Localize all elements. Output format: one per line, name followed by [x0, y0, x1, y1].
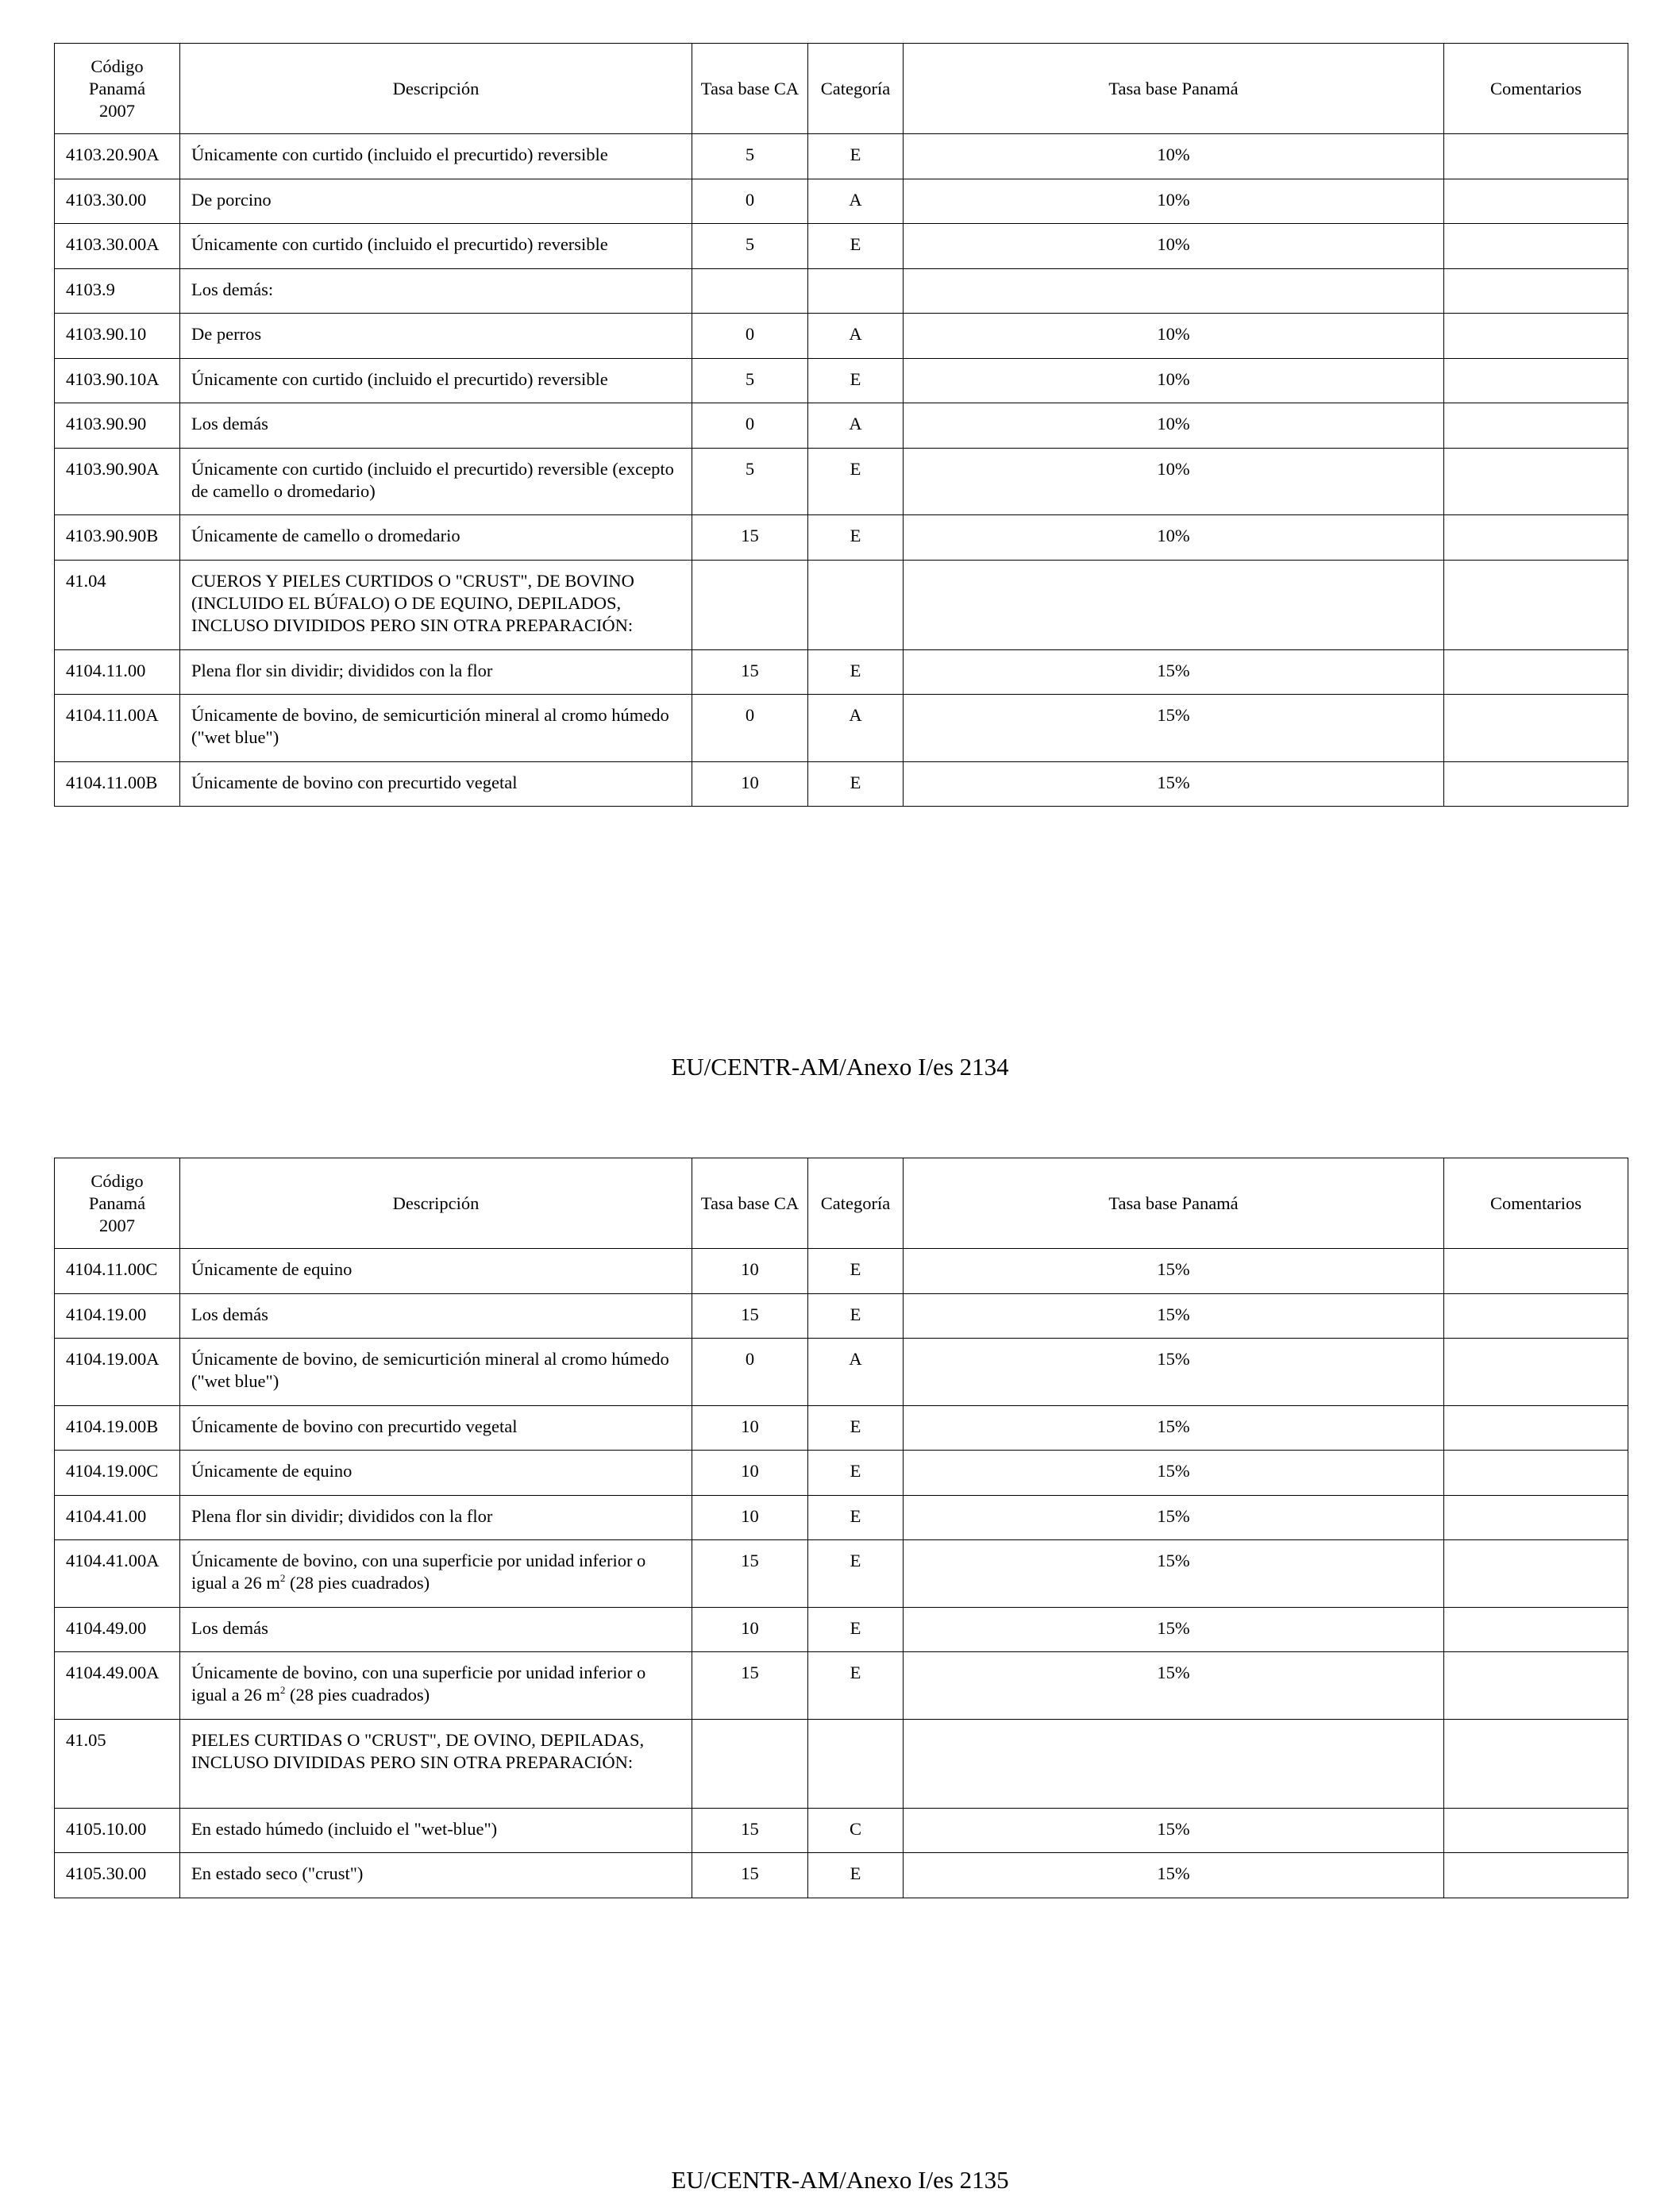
header-tasa-panama: Tasa base Panamá	[904, 1158, 1444, 1249]
table-row-heading: 41.05 PIELES CURTIDAS O "CRUST", DE OVINO, DEPILADAS, INCLUSO DIVIDIDAS PERO SIN OTRA PREPARACIÓN:	[55, 1719, 1628, 1808]
header-comentarios: Comentarios	[1444, 1158, 1628, 1249]
tariff-table-page-2135	[54, 1158, 1628, 1898]
header-descripcion: Descripción	[180, 44, 692, 134]
header-categoria: Categoría	[808, 1158, 904, 1249]
header-tasa-ca: Tasa base CA	[692, 44, 808, 134]
table-row: 4103.90.10A Únicamente con curtido (incluido el precurtido) reversible 5 E 10%	[55, 358, 1628, 403]
header-codigo: Código Panamá 2007	[55, 44, 180, 134]
table-row: 4105.30.00 En estado seco ("crust") 15 E 15%	[55, 1853, 1628, 1898]
tariff-table-page-2134	[54, 43, 1628, 807]
table-row: 4103.90.90 Los demás 0 A 10%	[55, 403, 1628, 449]
table-header-row	[55, 1158, 1628, 1249]
table-row: 4103.90.90B Únicamente de camello o dromedario 15 E 10%	[55, 515, 1628, 561]
page-footer-2134: EU/CENTR-AM/Anexo I/es 2134	[671, 1053, 1009, 1081]
table-row: 4104.19.00C Únicamente de equino 10 E 15%	[55, 1451, 1628, 1496]
table-row: 4105.10.00 En estado húmedo (incluido el "wet-blue") 15 C 15%	[55, 1808, 1628, 1853]
header-tasa-ca: Tasa base CA	[692, 1158, 808, 1249]
table-row-heading: 41.04 CUEROS Y PIELES CURTIDOS O "CRUST", DE BOVINO (INCLUIDO EL BÚFALO) O DE EQUINO, DEPILADOS, INCLUSO DIVIDIDOS PERO SIN OTRA PREPARACIÓN:	[55, 560, 1628, 649]
table-row: 4103.30.00A Únicamente con curtido (incluido el precurtido) reversible 5 E 10%	[55, 224, 1628, 269]
table-row: 4104.11.00B Únicamente de bovino con precurtido vegetal 10 E 15%	[55, 761, 1628, 807]
table-row: 4104.41.00 Plena flor sin dividir; divididos con la flor 10 E 15%	[55, 1495, 1628, 1540]
header-comentarios: Comentarios	[1444, 44, 1628, 134]
table-row: 4104.49.00A Únicamente de bovino, con una superficie por unidad inferior o igual a 26 $m^2$ (28 pies cuadrados) 15 E 15%	[55, 1652, 1628, 1720]
table-row: 4103.9 Los demás:	[55, 268, 1628, 314]
table-row: 4104.11.00C Únicamente de equino 10 E 15%	[55, 1249, 1628, 1294]
table-row: 4103.90.90A Únicamente con curtido (incluido el precurtido) reversible (excepto de camello o dromedario) 5 E 10%	[55, 448, 1628, 515]
table-row: 4104.19.00B Únicamente de bovino con precurtido vegetal 10 E 15%	[55, 1405, 1628, 1451]
table-row: 4104.19.00A Únicamente de bovino, de semicurtición mineral al cromo húmedo ("wet blue") 0 A 15%	[55, 1339, 1628, 1406]
table-row: 4104.19.00 Los demás 15 E 15%	[55, 1293, 1628, 1339]
table-row: 4103.90.10 De perros 0 A 10%	[55, 314, 1628, 359]
page-footer-2135: EU/CENTR-AM/Anexo I/es 2135	[671, 2166, 1009, 2194]
header-descripcion: Descripción	[180, 1158, 692, 1249]
table-row: 4104.41.00A Únicamente de bovino, con una superficie por unidad inferior o igual a 26 $m^2$ (28 pies cuadrados) 15 E 15%	[55, 1540, 1628, 1608]
table-row: 4104.11.00 Plena flor sin dividir; divididos con la flor 15 E 15%	[55, 649, 1628, 695]
header-codigo: Código Panamá 2007	[55, 1158, 180, 1249]
header-tasa-panama: Tasa base Panamá	[904, 44, 1444, 134]
table-row: 4103.30.00 De porcino 0 A 10%	[55, 179, 1628, 224]
table-row: 4104.11.00A Únicamente de bovino, de semicurtición mineral al cromo húmedo ("wet blue") 0 A 15%	[55, 695, 1628, 762]
header-categoria: Categoría	[808, 44, 904, 134]
table-row: 4103.20.90A Únicamente con curtido (incluido el precurtido) reversible 5 E 10%	[55, 134, 1628, 179]
table-header-row	[55, 44, 1628, 134]
table-row: 4104.49.00 Los demás 10 E 15%	[55, 1607, 1628, 1652]
